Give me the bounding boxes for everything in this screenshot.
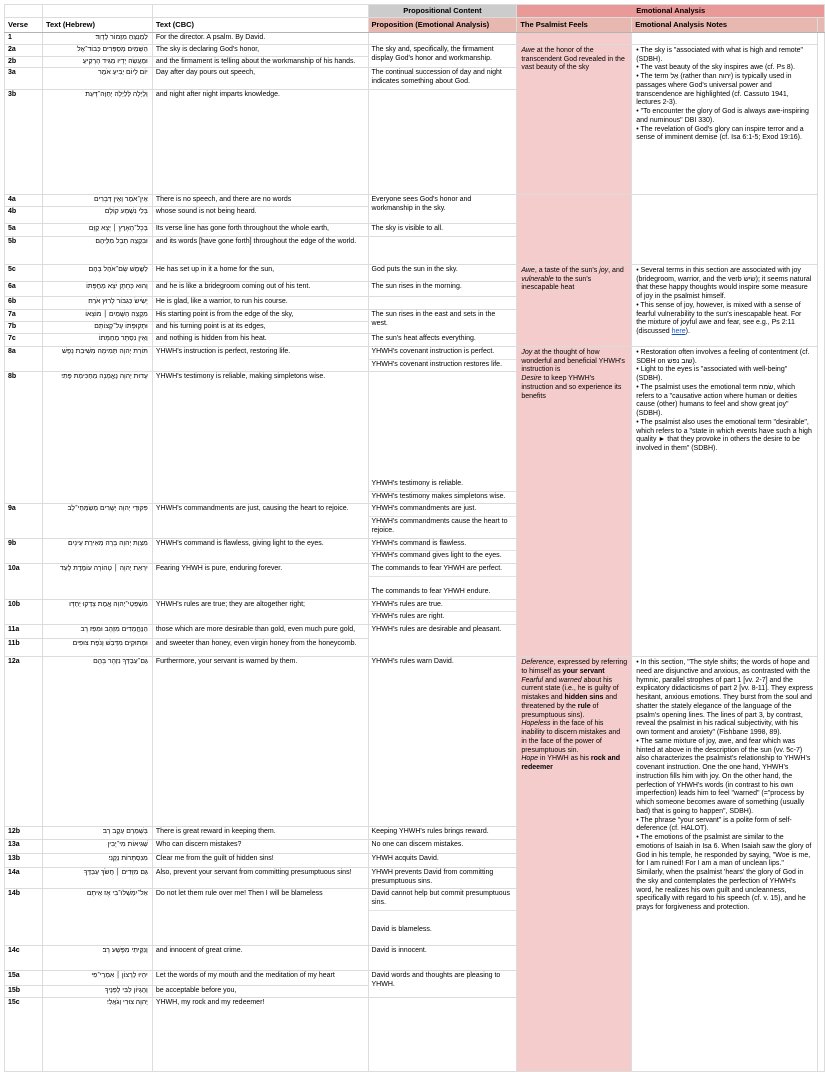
cbc-text-cell[interactable]: There is no speech, and there are no words — [152, 195, 368, 207]
proposition-text: YHWH's covenant instruction restores life. — [371, 360, 503, 368]
text-segment: hidden sins — [564, 694, 604, 701]
proposition-cell[interactable] — [368, 68, 517, 90]
text-segment: joy — [599, 266, 609, 274]
text-segment: • The psalmist uses the emotional term — [636, 383, 759, 391]
table-row-5c — [5, 264, 825, 281]
text-segment: of presumptuous sins). — [521, 702, 599, 719]
cbc-text-cell[interactable]: and innocent of great crime. — [152, 946, 368, 971]
text-segment: • Light to the eyes is "associated with well-being" (SDBH). — [636, 366, 788, 382]
text-segment: Hopeless — [521, 720, 551, 728]
cbc-text-cell[interactable]: YHWH's commandments are just, causing the heart to rejoice. — [152, 504, 368, 538]
text-segment: • The sky is "associated with what is high and remote" (SDBH). — [636, 46, 804, 63]
text-segment: ); it seems natural that these happy thoughts would inspire some measure of joy in the psalmist himself. — [636, 275, 812, 300]
proposition-cell[interactable] — [368, 90, 517, 195]
hebrew-text-cell[interactable]: יָשִׂישׂ כְּגִבּוֹר לָרוּץ אֹרַח׃ — [42, 296, 152, 309]
column-header-row — [5, 18, 825, 33]
verse-cell[interactable]: 13a — [5, 839, 43, 853]
proposition-divider — [369, 576, 517, 587]
note-bullet — [636, 302, 813, 337]
proposition-text: YHWH's command gives light to the eyes. — [371, 552, 502, 560]
column-header-feels[interactable]: The Psalmist Feels — [517, 18, 632, 33]
text-segment: • The term — [636, 73, 671, 80]
text-segment: warned — [558, 676, 582, 684]
note-bullet — [636, 349, 813, 367]
text-segment: Hope — [521, 755, 539, 763]
verse-cell[interactable]: 11b — [5, 639, 43, 657]
proposition-cell[interactable] — [368, 827, 517, 840]
text-segment: שׁוב נפשׁ — [667, 357, 693, 365]
table-row-4a — [5, 195, 825, 207]
proposition-text: YHWH's commandments cause the heart to rejoice. — [371, 518, 508, 534]
hebrew-text-cell[interactable]: שְׁגִיאוֹת מִי־יָבִין — [42, 839, 152, 853]
psalmist-feels-cell[interactable] — [517, 346, 632, 656]
proposition-text: The commands to fear YHWH endure. — [371, 587, 491, 595]
proposition-cell[interactable] — [368, 599, 517, 625]
text-segment: • The vast beauty of the sky inspires awe (cf. Ps 8). — [636, 64, 795, 72]
text-segment: at the thought of how wonderful and beneficial YHWH's instruction is — [521, 348, 625, 374]
hebrew-text-cell[interactable]: מִנִּסְתָּרוֹת נַקֵּנִי׃ — [42, 853, 152, 867]
psalmist-feels-cell[interactable] — [517, 33, 632, 45]
hebrew-text-cell[interactable]: גַּם־עַבְדְּךָ נִזְהָר בָּהֶם — [42, 657, 152, 827]
proposition-cell[interactable] — [368, 309, 517, 333]
verse-cell[interactable]: 9a — [5, 504, 43, 538]
note-bullet — [636, 659, 813, 738]
text-segment: about his current state (i.e., he is guilty of mistakes and — [521, 676, 619, 701]
cbc-text-cell[interactable]: YHWH's testimony is reliable, making simpletons wise. — [152, 372, 368, 504]
text-segment: אֵל — [670, 73, 679, 80]
column-header-cbc[interactable]: Text (CBC) — [152, 18, 368, 33]
text-segment: • Restoration often involves a feeling of contentment (cf. SDBH on — [636, 348, 810, 365]
column-header-verse[interactable]: Verse — [5, 18, 43, 33]
hebrew-text-cell[interactable]: בְּכָל־הָאָרֶץ ׀ יָצָא קַוָּם — [42, 224, 152, 237]
cbc-text-cell[interactable]: Furthermore, your servant is warned by them. — [152, 657, 368, 827]
text-segment: at the honor of the transcendent God revealed in the vast beauty of the sky — [521, 46, 625, 72]
hebrew-text-cell[interactable]: מִקְצֵה הַשָּׁמַיִם ׀ מוֹצָאוֹ — [42, 309, 152, 321]
proposition-text: YHWH's rules are right. — [371, 613, 445, 621]
verse-cell[interactable]: 7c — [5, 333, 43, 346]
table-header — [5, 5, 825, 33]
verse-cell[interactable]: 15c — [5, 998, 43, 1072]
proposition-text: Everyone sees God's honor and workmanship in the sky. — [371, 196, 472, 212]
table-row-1 — [5, 33, 825, 45]
text-segment: שׂמח — [758, 383, 774, 391]
cbc-text-cell[interactable]: and his turning point is at its edges, — [152, 321, 368, 333]
cbc-text-cell[interactable]: Clear me from the guilt of hidden sins! — [152, 853, 368, 867]
proposition-text: The sky and, specifically, the firmament display God's honor and workmanship. — [371, 45, 494, 62]
proposition-cell[interactable] — [368, 224, 517, 237]
psalmist-feels-cell[interactable] — [517, 657, 632, 1072]
verse-cell[interactable]: 12b — [5, 827, 43, 840]
hebrew-text-cell[interactable]: תּוֹרַת יְהוָה תְּמִימָה מְשִׁיבַת נָפֶשׁ — [42, 346, 152, 372]
note-bullet — [636, 64, 813, 73]
note-bullet — [636, 419, 813, 454]
text-segment: to the sun's inescapable heat — [521, 275, 592, 292]
proposition-cell[interactable] — [368, 839, 517, 853]
hebrew-text-cell[interactable]: לַמְנַצֵּחַ מִזְמוֹר לְדָוִד׃ — [42, 33, 152, 45]
verse-cell[interactable]: 7b — [5, 321, 43, 333]
verse-cell[interactable]: 14b — [5, 889, 43, 946]
emotional-analysis-notes-cell[interactable] — [632, 33, 818, 45]
note-bullet — [636, 108, 813, 126]
cbc-text-cell[interactable]: Day after day pours out speech, — [152, 68, 368, 90]
text-segment: יהוה — [718, 73, 731, 80]
text-segment: (rather than — [678, 73, 719, 80]
text-segment: in YHWH as his — [538, 755, 591, 763]
proposition-text: YHWH's covenant instruction is perfect. — [371, 347, 495, 355]
verse-cell[interactable]: 9b — [5, 538, 43, 564]
proposition-cell[interactable] — [368, 946, 517, 971]
text-segment: Awe — [521, 266, 535, 274]
verse-cell[interactable]: 5b — [5, 236, 43, 264]
proposition-cell[interactable] — [368, 333, 517, 346]
proposition-text: YHWH's rules are desirable and pleasant. — [371, 626, 502, 633]
proposition-text: YHWH's command is flawless. — [371, 539, 467, 547]
text-segment: • In this section, "The style shifts; the words of hope and need are disjunctive and anxious, as contrasted with the hymnic, parallel strophes of part 1 [vv. 2-7] and the explicatory didacticisms of part 2 [vv. 8-11]. They express hesitant, anxious emotions. They burst from the soul and shatter the stately elegance of the language of the psalm's opening lines. The lines of part 3, by contrast, reveal the psalmist in his radical subjectivity, with his own torment and anxiety" (Fishbane 1998, 89). — [636, 659, 813, 736]
proposition-cell[interactable] — [368, 867, 517, 889]
text-segment: ). — [692, 357, 697, 365]
text-segment: rule — [577, 702, 591, 710]
note-bullet — [636, 73, 813, 108]
text-segment: ) is typically used in passages where God's universal power and transcendence are highlighted (cf. Cassuto 1941, lectures 2-3). — [636, 73, 792, 107]
hebrew-text-cell[interactable]: גַּם מִזֵּדִים ׀ חֲשֹׂךְ עַבְדֶּךָ — [42, 867, 152, 889]
note-bullet — [636, 366, 813, 384]
proposition-cell[interactable] — [368, 564, 517, 600]
text-segment: שׂישׂ — [743, 275, 756, 283]
verse-cell[interactable]: 1 — [5, 33, 43, 45]
proposition-cell[interactable] — [368, 853, 517, 867]
hebrew-text-cell[interactable]: עֵדוּת יְהוָה נֶאֱמָנָה מַחְכִּימַת פֶּתִי׃ — [42, 372, 152, 504]
proposition-cell[interactable] — [368, 504, 517, 538]
cbc-text-cell[interactable]: and he is like a bridegroom coming out of his tent. — [152, 281, 368, 296]
text-segment: • The revelation of God's glory can inspire terror and a sense of imminent demise (cf. Isa 6:1-5; Exod 19:16). — [636, 125, 804, 142]
hebrew-text-cell[interactable]: וּתְקוּפָתוֹ עַל־קְצוֹתָם — [42, 321, 152, 333]
text-segment: Deference — [521, 659, 554, 666]
proposition-text: The continual succession of day and night indicates something about God. — [371, 69, 502, 85]
header-spacer-cbc — [152, 5, 368, 18]
text-segment: rock and redeemer — [521, 755, 621, 771]
table-row-2a — [5, 44, 825, 56]
text-segment: and — [543, 676, 559, 684]
proposition-text: David is innocent. — [371, 947, 427, 955]
verse-cell[interactable]: 3b — [5, 90, 43, 195]
column-header-cropped-column — [817, 18, 824, 33]
text-segment: ). — [685, 328, 690, 335]
hebrew-text-cell[interactable]: אַל־יִמְשְׁלוּ־בִי אָז אֵיתָם — [42, 889, 152, 946]
cbc-text-cell[interactable]: Do not let them rule over me! Then I will be blameless — [152, 889, 368, 946]
hebrew-text-cell[interactable]: וְנִקֵּיתִי מִפֶּשַׁע רָב׃ — [42, 946, 152, 971]
proposition-cell[interactable] — [368, 236, 517, 264]
cropped-next-column-cell — [817, 33, 824, 1072]
note-bullet — [636, 817, 813, 835]
proposition-cell[interactable] — [368, 657, 517, 827]
verse-cell[interactable]: 6a — [5, 281, 43, 296]
proposition-cell[interactable] — [368, 538, 517, 564]
text-segment: your servant — [562, 667, 605, 675]
proposition-text: YHWH prevents David from committing presumptuous sins. — [371, 868, 494, 885]
text-segment: , a taste of the sun's — [534, 266, 600, 274]
emotional-analysis-notes-cell[interactable] — [632, 195, 818, 265]
hebrew-text-cell[interactable]: יְהוָה צוּרִי וְגֹאֲלִי׃ — [42, 998, 152, 1072]
proposition-cell[interactable] — [368, 346, 517, 372]
column-header-notes[interactable]: Emotional Analysis Notes — [632, 18, 818, 33]
hebrew-text-cell[interactable]: וּבִקְצֵה תֵבֵל מִלֵּיהֶם — [42, 236, 152, 264]
proposition-text: The sun rises in the east and sets in the west. — [371, 310, 496, 327]
proposition-text: David is blameless. — [371, 925, 432, 933]
cbc-text-cell[interactable]: and night after night imparts knowledge. — [152, 90, 368, 195]
table-row-12a — [5, 657, 825, 827]
verse-cell[interactable]: 8a — [5, 346, 43, 372]
verse-cell[interactable]: 14c — [5, 946, 43, 971]
cbc-text-cell[interactable]: The sky is declaring God's honor, — [152, 44, 368, 56]
note-bullet — [636, 834, 813, 913]
text-segment: , and — [608, 266, 624, 274]
cbc-text-cell[interactable]: YHWH's command is flawless, giving light to the eyes. — [152, 538, 368, 564]
cbc-text-cell[interactable]: YHWH, my rock and my redeemer! — [152, 998, 368, 1072]
cbc-text-cell[interactable]: YHWH's rules are true; they are altogether right; — [152, 599, 368, 625]
hebrew-text-cell[interactable]: וְלַיְלָה לְּלַיְלָה יְחַוֶּה־דָּעַת׃ — [42, 90, 152, 195]
proposition-text: YHWH's rules warn David. — [371, 658, 454, 665]
text-segment: • The phrase "your servant" is a polite form of self-deference (cf. HALOT). — [636, 816, 792, 833]
hebrew-text-cell[interactable]: וְהוּא כְּחָתָן יֹצֵא מֵחֻפָּתוֹ — [42, 281, 152, 296]
hebrew-text-cell[interactable]: בְּלִי נִשְׁמָע קוֹלָם׃ — [42, 207, 152, 224]
proposition-cell[interactable] — [368, 998, 517, 1072]
verse-cell[interactable]: 11a — [5, 625, 43, 639]
verse-cell[interactable]: 15b — [5, 986, 43, 998]
verse-cell[interactable]: 10a — [5, 564, 43, 600]
psalmist-feels-cell[interactable] — [517, 44, 632, 195]
hebrew-text-cell[interactable]: מִשְׁפְּטֵי־יְהוָה אֱמֶת צָדְקוּ יַחְדָּו׃ — [42, 599, 152, 625]
text-segment: Desire — [521, 375, 542, 382]
proposition-cell[interactable] — [368, 971, 517, 998]
hebrew-text-cell[interactable]: הַשָּׁמַיִם מְסַפְּרִים כְּבוֹד־אֵל — [42, 44, 152, 56]
proposition-text: David cannot help but commit presumptuous sins. — [371, 890, 511, 906]
cbc-text-cell[interactable]: and sweeter than honey, even virgin honey from the honeycomb. — [152, 639, 368, 657]
verse-cell[interactable]: 4a — [5, 195, 43, 207]
proposition-cell[interactable] — [368, 625, 517, 657]
verse-cell[interactable]: 15a — [5, 971, 43, 986]
emotional-analysis-group-header[interactable]: Emotional Analysis — [517, 5, 825, 18]
text-segment: • The emotions of the psalmist are similar to the emotions of Isaiah in Isa 6. When Isaiah saw the glory of God in his temple, he responded by saying, "Woe is me, for I am ruined! For I am a man of unclean lips." Similarly, when the psalmist 'hears' the glory of God in the sky and contemplates the perfection of YHWH's word, he realizes his own guilt and uncleanness, specifically with regard to his speech (cf. v. 15), and he prays for forgiveness and protection. — [636, 834, 812, 911]
text-segment: , expressed by referring to himself as — [521, 659, 628, 675]
proposition-text: David words and thoughts are pleasing to YHWH. — [371, 972, 501, 988]
verse-cell[interactable]: 7a — [5, 309, 43, 321]
proposition-text: Keeping YHWH's rules brings reward. — [371, 828, 489, 835]
hebrew-text-cell[interactable]: וְאֵין נִסְתָּר מֵחַמָּתוֹ׃ — [42, 333, 152, 346]
hebrew-text-cell[interactable]: לַשֶּׁמֶשׁ שָׂם־אֹהֶל בָּהֶם׃ — [42, 264, 152, 281]
header-spacer-hebrew — [42, 5, 152, 18]
emotional-analysis-notes-cell[interactable] — [632, 264, 818, 346]
verse-cell[interactable]: 6b — [5, 296, 43, 309]
psalm-analysis-table — [4, 4, 825, 1072]
text-segment: • Several terms in this section are associated with joy (bridegroom, warrior, and the verb — [636, 266, 801, 283]
verse-cell[interactable]: 14a — [5, 867, 43, 889]
cbc-text-cell[interactable]: be acceptable before you, — [152, 986, 368, 998]
note-bullet — [636, 47, 813, 65]
text-segment: in the face of his inability to discern mistakes and in the face of the power of presumptuous sin. — [521, 720, 621, 754]
verse-cell[interactable]: 8b — [5, 372, 43, 504]
hebrew-text-cell[interactable]: פִּקּוּדֵי יְהוָה יְשָׁרִים מְשַׂמְּחֵי־לֵב — [42, 504, 152, 538]
cbc-text-cell[interactable]: There is great reward in keeping them. — [152, 827, 368, 840]
table-body — [5, 33, 825, 1072]
column-header-hebrew[interactable]: Text (Hebrew) — [42, 18, 152, 33]
proposition-text: YHWH's testimony makes simpletons wise. — [371, 492, 506, 500]
text-segment: , which refers to a "causative action where human or deities cause (other) humans to feel and show great joy" (SDBH). — [636, 383, 798, 417]
proposition-text: God puts the sun in the sky. — [371, 265, 458, 273]
text-segment: • The same mixture of joy, awe, and fear which was hinted at above in the description of the sun (vv. 5c-7) also characterizes the psalmist's relationship to YHWH's covenant instruction. One the one hand, YHWH's instruction fills him with joy. On the other hand, the perfection of YHWH's words (in contrast to his own imperfection) leads him to feel "warned" (="process by which someone becomes aware of something (usually bad) that is going to happen", SDBH). — [636, 737, 811, 815]
hebrew-text-cell[interactable]: אֵין־אֹמֶר וְאֵין דְּבָרִים — [42, 195, 152, 207]
text-segment: Awe — [521, 46, 535, 54]
cbc-text-cell[interactable]: For the director. A psalm. By David. — [152, 33, 368, 45]
cbc-text-cell[interactable]: and the firmament is telling about the workmanship of his hands. — [152, 56, 368, 68]
hebrew-text-cell[interactable]: וְהֶגְיוֹן לִבִּי לְפָנֶיךָ — [42, 986, 152, 998]
verse-cell[interactable]: 2b — [5, 56, 43, 68]
cbc-text-cell[interactable]: and nothing is hidden from his heat. — [152, 333, 368, 346]
hebrew-text-cell[interactable]: מִצְוַת יְהוָה בָּרָה מְאִירַת עֵינָיִם׃ — [42, 538, 152, 564]
proposition-text: The sun's heat affects everything. — [371, 334, 476, 342]
proposition-cell[interactable] — [368, 195, 517, 224]
note-bullet — [636, 738, 813, 817]
verse-cell[interactable]: 12a — [5, 657, 43, 827]
proposition-text: The sky is visible to all. — [371, 225, 444, 232]
cbc-text-cell[interactable]: He has set up in it a home for the sun, — [152, 264, 368, 281]
verse-cell[interactable]: 5c — [5, 264, 43, 281]
text-segment: Joy — [521, 348, 533, 356]
hebrew-text-cell[interactable]: יִהְיוּ לְרָצוֹן ׀ אִמְרֵי־פִי — [42, 971, 152, 986]
cbc-text-cell[interactable]: Its verse line has gone forth throughout the whole earth, — [152, 224, 368, 237]
column-header-proposition[interactable]: Proposition (Emotional Analysis) — [368, 18, 517, 33]
header-spacer-verse — [5, 5, 43, 18]
proposition-text: YHWH acquits David. — [371, 854, 439, 862]
text-segment: • This sense of joy, however, is mixed with a sense of fearful vulnerability to the sun's inescapable heat. For the mixture of joyful awe and fear, see e.g., Ps 2:11 (discussed — [636, 301, 802, 335]
cbc-text-cell[interactable]: Let the words of my mouth and the meditation of my heart — [152, 971, 368, 986]
proposition-cell[interactable] — [368, 264, 517, 281]
table-row-8a — [5, 346, 825, 372]
proposition-text: YHWH's rules are true. — [371, 600, 443, 608]
text-segment: Fearful — [521, 676, 544, 684]
cbc-text-cell[interactable]: and its words [have gone forth] throughout the edge of the world. — [152, 236, 368, 264]
note-link[interactable]: here — [671, 328, 686, 335]
note-bullet — [636, 384, 813, 419]
psalmist-feels-cell[interactable] — [517, 195, 632, 265]
hebrew-text-cell[interactable]: הַנֶּחֱמָדִים מִזָּהָב וּמִפַּז רָב — [42, 625, 152, 639]
proposition-cell[interactable] — [368, 281, 517, 296]
proposition-text: YHWH's testimony is reliable. — [371, 479, 464, 487]
proposition-text: No one can discern mistakes. — [371, 840, 464, 848]
cbc-text-cell[interactable]: Fearing YHWH is pure, enduring forever. — [152, 564, 368, 600]
proposition-text: YHWH's commandments are just. — [371, 505, 477, 513]
note-bullet — [636, 267, 813, 302]
emotional-analysis-notes-cell[interactable] — [632, 657, 818, 1072]
hebrew-text-cell[interactable]: יוֹם לְיוֹם יַבִּיעַ אֹמֶר — [42, 68, 152, 90]
cbc-text-cell[interactable]: those which are more desirable than gold, even much pure gold, — [152, 625, 368, 639]
proposition-divider — [369, 910, 517, 925]
hebrew-text-cell[interactable]: יִרְאַת יְהוָה ׀ טְהוֹרָה עוֹמֶדֶת לָעַד — [42, 564, 152, 600]
text-segment: • "To encounter the glory of God is always awe-inspiring and numinous" DBI 330). — [636, 108, 809, 124]
emotional-analysis-notes-cell[interactable] — [632, 44, 818, 195]
text-segment: • The psalmist also uses the emotional term "desirable", which refers to a "state in which events have such a high quality ► that they provoke in others the desire to be involved in them" (SDBH). — [636, 418, 812, 452]
text-segment: and threatened by the — [521, 694, 618, 710]
note-bullet — [636, 126, 813, 144]
cbc-text-cell[interactable]: YHWH's instruction is perfect, restoring life. — [152, 346, 368, 372]
verse-cell[interactable]: 4b — [5, 207, 43, 224]
header-group-row — [5, 5, 825, 18]
proposition-cell[interactable] — [368, 296, 517, 309]
psalmist-feels-cell[interactable] — [517, 264, 632, 346]
cbc-text-cell[interactable]: He is glad, like a warrior, to run his course. — [152, 296, 368, 309]
proposition-text: The commands to fear YHWH are perfect. — [371, 565, 503, 572]
verse-cell[interactable]: 10b — [5, 599, 43, 625]
emotional-analysis-notes-cell[interactable] — [632, 346, 818, 656]
verse-cell[interactable]: 3a — [5, 68, 43, 90]
cbc-text-cell[interactable]: whose sound is not being heard. — [152, 207, 368, 224]
cbc-text-cell[interactable]: Who can discern mistakes? — [152, 839, 368, 853]
proposition-cell[interactable] — [368, 372, 517, 504]
proposition-cell[interactable] — [368, 889, 517, 946]
cbc-text-cell[interactable]: His starting point is from the edge of the sky, — [152, 309, 368, 321]
text-segment: to keep YHWH's instruction and so experience its benefits — [521, 375, 622, 400]
verse-cell[interactable]: 13b — [5, 853, 43, 867]
verse-cell[interactable]: 2a — [5, 44, 43, 56]
proposition-text: The sun rises in the morning. — [371, 282, 462, 290]
verse-cell[interactable]: 5a — [5, 224, 43, 237]
spreadsheet — [0, 4, 825, 1072]
hebrew-text-cell[interactable]: וּמְתוּקִים מִדְּבַשׁ וְנֹפֶת צוּפִים׃ — [42, 639, 152, 657]
propositional-content-group-header[interactable]: Propositional Content — [368, 5, 517, 18]
proposition-cell[interactable] — [368, 33, 517, 45]
text-segment: vulnerable — [521, 275, 554, 283]
cbc-text-cell[interactable]: Also, prevent your servant from committing presumptuous sins! — [152, 867, 368, 889]
proposition-cell[interactable] — [368, 44, 517, 68]
hebrew-text-cell[interactable]: וּמַעֲשֵׂה יָדָיו מַגִּיד הָרָקִיעַ׃ — [42, 56, 152, 68]
hebrew-text-cell[interactable]: בְּשָׁמְרָם עֵקֶב רָב׃ — [42, 827, 152, 840]
